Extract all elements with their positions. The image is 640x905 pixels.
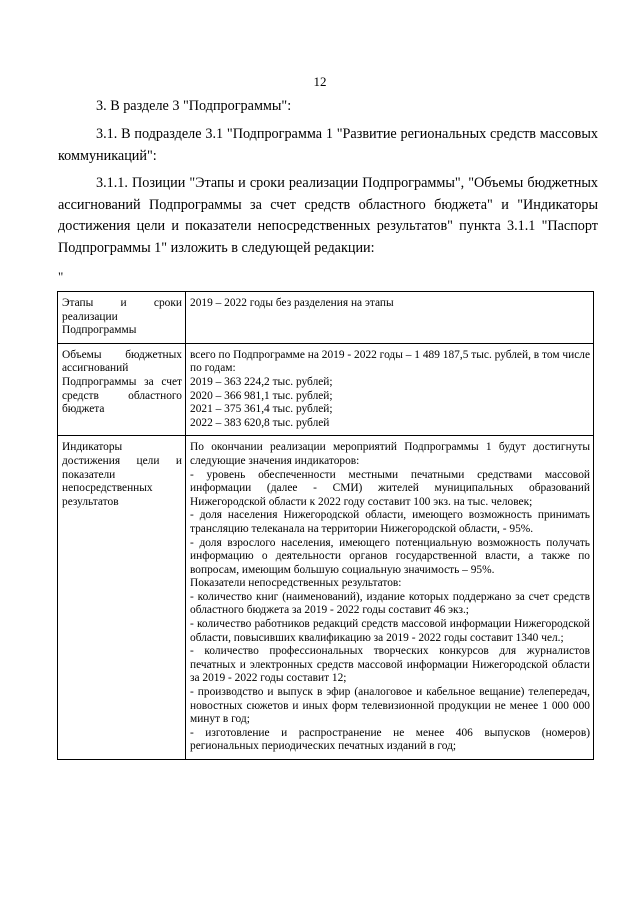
indicator-tv-reception: - доля населения Нижегородской области, имеющего возможность принимать трансляцию телеканала на территории Нижегородской области, - 95%. [190, 509, 590, 535]
page-number: 12 [313, 74, 327, 89]
stages-text: 2019 – 2022 годы без разделения на этапы [190, 297, 394, 309]
budget-total: всего по Подпрограмме на 2019 - 2022 годы – 1 489 187,5 тыс. рублей, в том числе по годам: [190, 348, 590, 375]
opening-quote-mark: " [58, 269, 64, 284]
result-tv-production: - производство и выпуск в эфир (аналоговое и кабельное вещание) телепередач, новостных сюжетов и иных форм телевизионной продукции не менее 1 000 000 минут в год; [190, 686, 590, 726]
row-value-indicators [186, 436, 594, 760]
result-books: - количество книг (наименований), издание которых поддержано за счет средств областного бюджета за 2019 - 2022 годы составит 46 экз.; [190, 590, 590, 617]
subsection-3-1-heading: 3.1. В подразделе 3.1 "Подпрограмма 1 "Развитие региональных средств массовых коммуникаций": [58, 126, 598, 164]
passport-table [57, 291, 594, 760]
row-label-indicators: Индикаторы достижения цели и показатели непосредственных результатов [58, 436, 186, 760]
row-label-budget: Объемы бюджетных ассигнований Подпрограммы за счет средств областного бюджета [58, 343, 186, 436]
row-label-stages: Этапы и сроки реализации Подпрограммы [58, 292, 186, 344]
indicator-adult-access: - доля взрослого населения, имеющего потенциальную возможность получать информацию о деятельности органов государственной власти, а также по вопросам, имеющим большую социальную значимость – 95%. [190, 536, 590, 576]
table-row-budget [58, 343, 594, 436]
table-row-stages [58, 292, 594, 344]
result-contests: - количество профессиональных творческих конкурсов для журналистов печатных и электронных средств массовой информации Нижегородской области за 2019 - 2022 годы составит 12; [190, 645, 590, 685]
table-row-indicators [58, 436, 594, 760]
indicators-intro: По окончании реализации мероприятий Подпрограммы 1 будут достигнуты следующие значения индикаторов: [190, 441, 590, 467]
result-print-issues: - изготовление и распространение не менее 406 выпусков (номеров) региональных периодических печатных изданий в год; [190, 726, 590, 753]
item-3-1-1-text: 3.1.1. Позиции "Этапы и сроки реализации Подпрограммы", "Объемы бюджетных ассигнований Подпрограммы за счет средств областного бюджета" и "Индикаторы достижения цели и показатели непосредственных результатов" пункта 3.1.1 "Паспорт Подпрограммы 1" изложить в следующей редакции: [58, 175, 598, 256]
row-value-stages [186, 292, 594, 344]
indicator-media-coverage: - уровень обеспеченности местными печатными средствами массовой информации (далее - СМИ) жителей муниципальных образований Нижегородской области к 2022 году составит 100 экз. на тыс. человек; [190, 468, 590, 508]
result-media-staff: - количество работников редакций средств массовой информации Нижегородской области, повысивших квалификацию за 2019 - 2022 годы составит 1340 чел.; [190, 618, 590, 644]
budget-year-2021: 2021 – 375 361,4 тыс. рублей; [190, 403, 333, 416]
budget-year-2022: 2022 – 383 620,8 тыс. рублей [190, 416, 330, 429]
row-value-budget [186, 343, 594, 436]
results-heading: Показатели непосредственных результатов: [190, 577, 402, 590]
budget-year-2020: 2020 – 366 981,1 тыс. рублей; [190, 389, 333, 402]
budget-year-2019: 2019 – 363 224,2 тыс. рублей; [190, 375, 333, 388]
section-3-heading: 3. В разделе 3 "Подпрограммы": [96, 98, 292, 114]
